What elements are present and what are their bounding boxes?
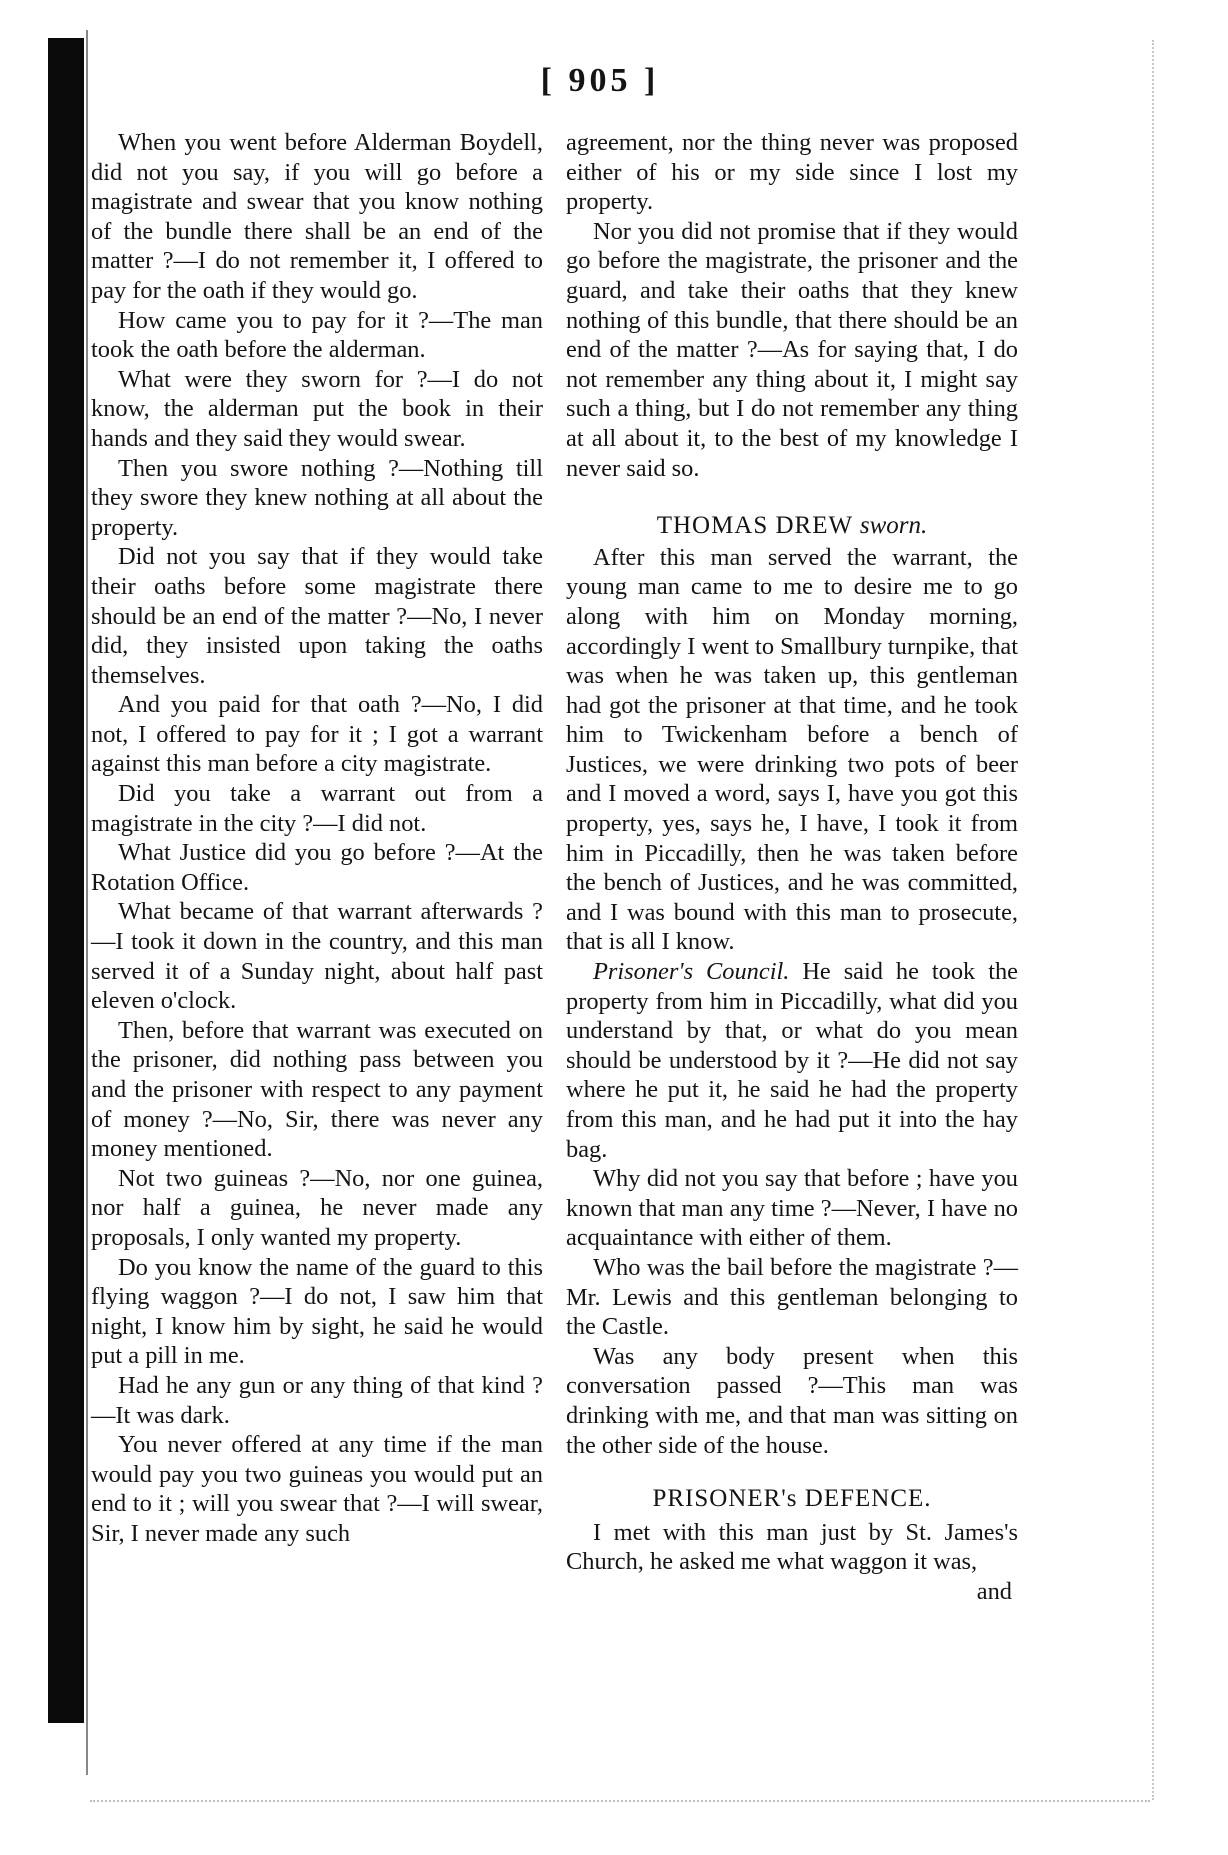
paragraph: Then, before that warrant was executed on the prisoner, did nothing pass between you and the prisoner with respect to any payment of money ?—No, Sir, there was never any money mentioned. [91, 1016, 543, 1163]
paragraph: And you paid for that oath ?—No, I did not, I offered to pay for it ; I got a warrant against this man before a city magistrate. [91, 691, 543, 778]
paragraph: What became of that warrant afterwards ?—I took it down in the country, and this man served it of a Sunday night, about half past eleven o'clock. [91, 898, 543, 1015]
paragraph: Not two guineas ?—No, nor one guinea, nor half a guinea, he never made any proposals, I only wanted my property. [91, 1164, 543, 1251]
paragraph: When you went before Alderman Boydell, did not you say, if you will go before a magistrate and swear that you know nothing of the bundle there shall be an end of the matter ?—I do not remember it, I offered to pay for the oath if they would go. [91, 129, 543, 304]
catchword: and [976, 1577, 1012, 1605]
paragraph: Then you swore nothing ?—Nothing till they swore they knew nothing at all about the property. [91, 454, 543, 541]
left-column [91, 128, 543, 1549]
paragraph: How came you to pay for it ?—The man took the oath before the alderman. [91, 306, 543, 364]
paragraph: Did not you say that if they would take their oaths before some magistrate there should be an end of the matter ?—No, I never did, they insisted upon taking the oaths themselves. [91, 543, 543, 689]
right-column [566, 128, 1018, 1607]
paragraph: Did you take a warrant out from a magistrate in the city ?—I did not. [91, 780, 543, 837]
paragraph: I met with this man just by St. James's Church, he asked me what waggon it was, [566, 1518, 1018, 1576]
paragraph: Do you know the name of the guard to this flying waggon ?—I do not, I saw him that night, I know him by sight, he said he would put a pill in me. [91, 1253, 543, 1370]
paragraph: Why did not you say that before ; have you known that man any time ?—Never, I have no acquaintance with either of them. [566, 1165, 1018, 1252]
paragraph: After this man served the warrant, the young man came to me to desire me to go along with him on Monday morning, accordingly I went to Smallbury turnpike, that was when he was taken up, this gentleman had got the prisoner at that time, and he took him to Twickenham before a bench of Justices, we were drinking two pots of beer and I moved a word, says I, have you got this property, yes, says he, I have, I took it from him in Piccadilly, then he was taken before the bench of Justices, and he was committed, and I was bound with this man to prosecute, that is all I know. [566, 543, 1018, 956]
sworn-label: sworn. [859, 512, 928, 540]
paragraph: What Justice did you go before ?—At the Rotation Office. [91, 839, 543, 896]
paragraph: Had he any gun or any thing of that kind ?—It was dark. [91, 1371, 543, 1429]
binding-shadow [48, 38, 84, 1723]
paragraph: Who was the bail before the magistrate ?—Mr. Lewis and this gentleman belonging to the Castle. [566, 1253, 1018, 1341]
defence-heading: PRISONER's DEFENCE. [652, 1485, 932, 1513]
page-right-edge [1152, 40, 1155, 1800]
continued-paragraph: agreement, nor the thing never was proposed either of his or my side since I lost my property. [566, 129, 1018, 216]
witness-name: THOMAS DREW [656, 512, 853, 540]
binding-edge [86, 30, 88, 1775]
paragraph: You never offered at any time if the man would pay you two guineas you would put an end to it ; will you swear that ?—I will swear, Sir, I never made any such [91, 1431, 543, 1547]
witness-heading [566, 511, 1018, 541]
speaker-label: Prisoner's Council. [593, 958, 790, 986]
council-question: He said he took the property from him in Piccadilly, what did you understand by that, or what do you mean should be understood by it ?—He did not say where he put it, he said he had the property from this man, and he had put it into the hay bag. [566, 958, 1018, 1163]
page-number: [ 905 ] [540, 62, 660, 99]
paragraph: What were they sworn for ?—I do not know, the alderman put the book in their hands and they said they would swear. [91, 365, 543, 452]
council-paragraph [566, 957, 1018, 1164]
paragraph: Was any body present when this conversation passed ?—This man was drinking with me, and that man was sitting on the other side of the house. [566, 1342, 1018, 1459]
scan-noise-line [90, 1800, 1150, 1803]
paragraph: Nor you did not promise that if they would go before the magistrate, the prisoner and the guard, and take their oaths that they knew nothing of this bundle, that there should be an end of the matter ?—As for saying that, I do not remember any thing about it, I might say such a thing, but I do not remember any thing at all about it, to the best of my knowledge I never said so. [566, 217, 1018, 482]
